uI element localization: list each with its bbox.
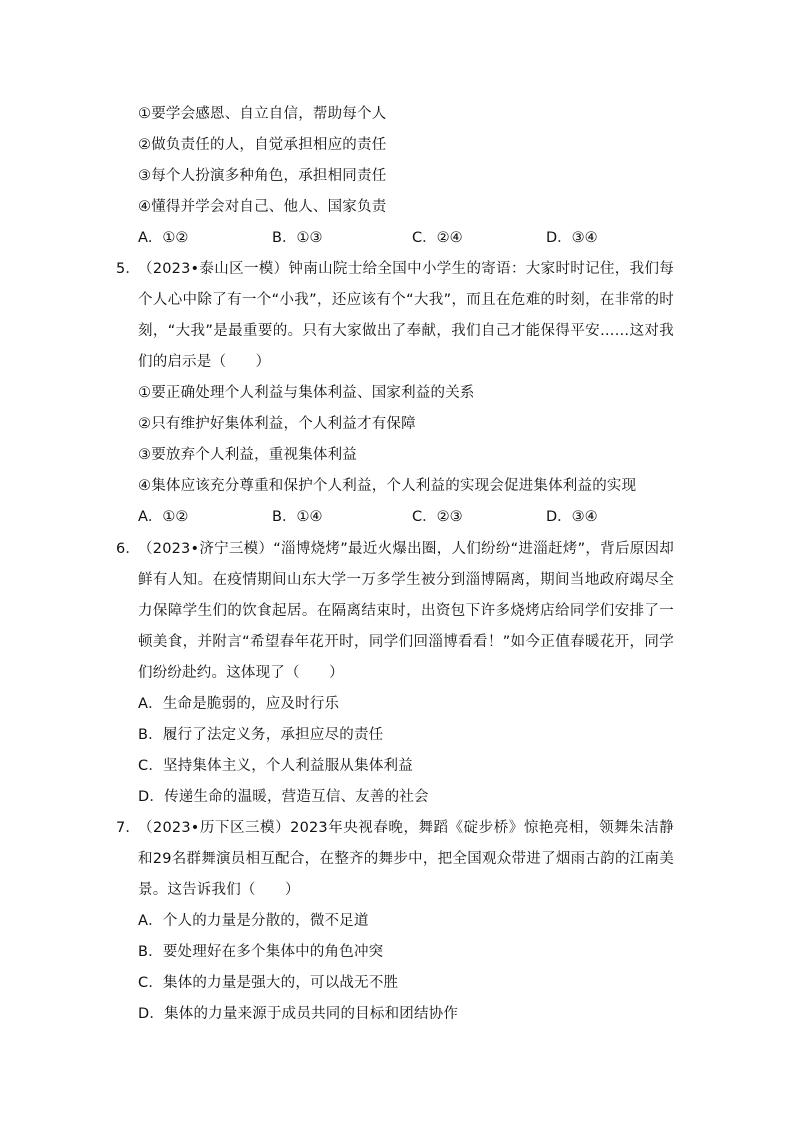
q6-stem-block [116, 534, 674, 689]
q5-option-c[interactable]: C．②③ [412, 509, 463, 525]
q5-option-d[interactable]: D．③④ [546, 509, 598, 525]
q4-option-d[interactable]: D．③④ [546, 230, 598, 246]
q6-stem: （2023•济宁三模）“淄博烧烤”最近火爆出圈，人们纷纷“进淄赶烤”，背后原因却鲜有人知。在疫情期间山东大学一万多学生被分到淄博隔离，期间当地政府竭尽全力保障学生们的饮食起居。在隔离结束时，出资包下许多烧烤店给同学们安排了一顿美食，并附言“希望春年花开时，同学们回淄博看看！”如今正值春暖花开，同学们纷纷赴约。这体现了（ ） [138, 541, 674, 681]
q6-option-c[interactable]: C．坚持集体主义，个人利益服从集体利益 [138, 758, 413, 774]
q4-statement-3: ③每个人扮演多种角色，承担相同责任 [138, 168, 387, 184]
q5-statement-1: ①要正确处理个人利益与集体利益、国家利益的关系 [138, 385, 475, 401]
q5-option-a[interactable]: A．①② [138, 509, 189, 525]
q5-stem: （2023•泰山区一模）钟南山院士给全国中小学生的寄语：大家时时记住，我们每个人心中除了有一个“小我”，还应该有个“大我”，而且在危难的时刻，在非常的时刻，“大我”是最重要的。只有大家做出了奉献，我们自己才能保得平安……这对我们的启示是（ ） [138, 261, 674, 370]
q5-statement-2: ②只有维护好集体利益，个人利益才有保障 [138, 416, 416, 432]
q7-option-d[interactable]: D．集体的力量来源于成员共同的目标和团结协作 [138, 1006, 459, 1022]
q5-number: 5． [116, 261, 141, 277]
q6-number: 6． [116, 541, 141, 557]
q7-stem: （2023•历下区三模）2023年央视春晚，舞蹈《碇步桥》惊艳亮相，领舞朱洁静和29名群舞演员相互配合，在整齐的舞步中，把全国观众带进了烟雨古韵的江南美景。这告诉我们（ ） [138, 820, 674, 898]
q7-number: 7． [116, 820, 141, 836]
q4-option-a[interactable]: A．①② [138, 230, 189, 246]
q5-statement-4: ④集体应该充分尊重和保护个人利益，个人利益的实现会促进集体利益的实现 [138, 478, 637, 494]
q7-option-a[interactable]: A．个人的力量是分散的，微不足道 [138, 913, 369, 929]
q4-statement-1: ①要学会感恩、自立自信，帮助每个人 [138, 106, 387, 122]
q6-option-a[interactable]: A．生命是脆弱的，应及时行乐 [138, 696, 340, 712]
q7-option-b[interactable]: B．要处理好在多个集体中的角色冲突 [138, 944, 384, 960]
q4-options [138, 228, 658, 248]
q5-statement-3: ③要放弃个人利益，重视集体利益 [138, 447, 357, 463]
q4-option-b[interactable]: B．①③ [272, 230, 323, 246]
q5-options [138, 507, 658, 527]
q4-option-c[interactable]: C．②④ [412, 230, 463, 246]
q6-option-b[interactable]: B．履行了法定义务，承担应尽的责任 [138, 727, 384, 743]
q4-statement-2: ②做负责任的人，自觉承担相应的责任 [138, 137, 387, 153]
q7-stem-block [116, 813, 674, 906]
q5-stem-block [116, 254, 674, 378]
q5-option-b[interactable]: B．①④ [272, 509, 323, 525]
q4-statement-4: ④懂得并学会对自己、他人、国家负责 [138, 199, 387, 215]
q6-option-d[interactable]: D．传递生命的温暖，营造互信、友善的社会 [138, 789, 429, 805]
q7-option-c[interactable]: C．集体的力量是强大的，可以战无不胜 [138, 975, 399, 991]
